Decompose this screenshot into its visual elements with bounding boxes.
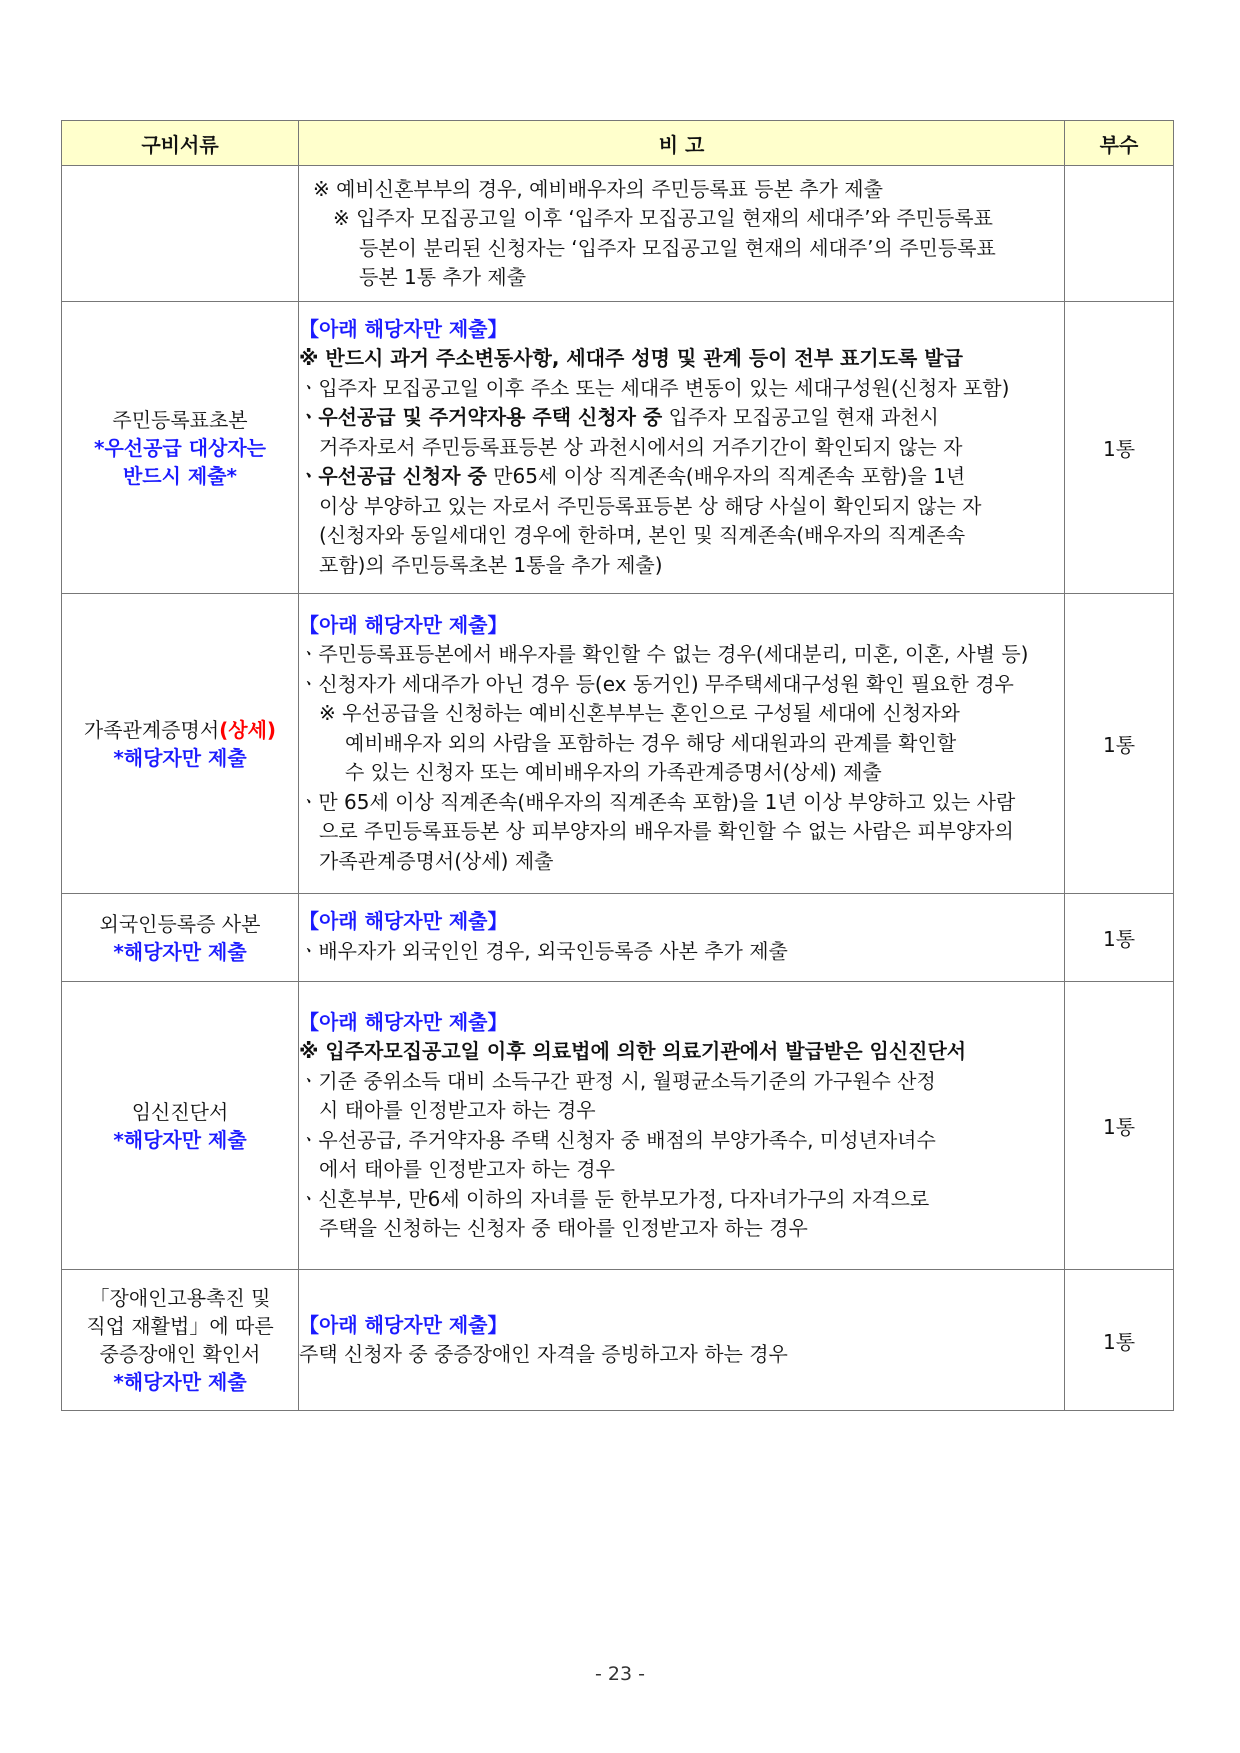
submit-heading: 【아래 해당자만 제출】 <box>299 612 508 637</box>
note-line: ㆍ주민등록표등본에서 배우자를 확인할 수 없는 경우(세대분리, 미혼, 이혼, 사별 등) <box>299 642 1029 667</box>
table-row <box>62 302 1174 594</box>
note-line: ㆍ배우자가 외국인인 경우, 외국인등록증 사본 추가 제출 <box>299 938 788 963</box>
note-line: ※ 예비신혼부부의 경우, 예비배우자의 주민등록표 등본 추가 제출 <box>313 176 883 201</box>
note-line: ㆍ신청자가 세대주가 아닌 경우 등(ex 동거인) 무주택세대구성원 확인 필요한 경우 <box>299 671 1014 696</box>
note-line: ㆍ우선공급, 주거약자용 주택 신청자 중 배점의 부양가족수, 미성년자녀수 <box>299 1127 936 1152</box>
remarks-cell <box>299 166 1065 302</box>
doc-name: 가족관계증명서(상세) <box>83 717 277 742</box>
doc-name: 주민등록표초본 <box>112 407 248 432</box>
note-line: 에서 태아를 인정받고자 하는 경우 <box>319 1157 615 1181</box>
copies-cell: 1통 <box>1065 302 1174 594</box>
note-line: ※ 반드시 과거 주소변동사항, 세대주 성명 및 관계 등이 전부 표기도록 발급 <box>299 346 963 371</box>
table-row <box>62 894 1174 982</box>
note-line: (신청자와 동일세대인 경우에 한하며, 본인 및 직계존속(배우자의 직계존속 <box>319 523 966 548</box>
doc-name-cell <box>62 166 299 302</box>
remarks-cell <box>299 594 1065 894</box>
note-line: 가족관계증명서(상세) 제출 <box>319 848 554 873</box>
doc-name-cell <box>62 302 299 594</box>
doc-requirement: *해당자만 제출 <box>113 1127 247 1152</box>
remarks-cell <box>299 302 1065 594</box>
copies-cell: 1통 <box>1065 982 1174 1270</box>
table-row <box>62 982 1174 1270</box>
doc-name: 중증장애인 확인서 <box>99 1342 261 1366</box>
note-line: 시 태아를 인정받고자 하는 경우 <box>319 1098 596 1122</box>
page-number: - 23 - <box>595 1663 645 1685</box>
note-line: 이상 부양하고 있는 자로서 주민등록표등본 상 해당 사실이 확인되지 않는 자 <box>319 493 982 518</box>
doc-requirement: 반드시 제출* <box>122 463 238 488</box>
note-line: ※ 우선공급을 신청하는 예비신혼부부는 혼인으로 구성될 세대에 신청자와 <box>319 701 960 726</box>
header-remarks: 비 고 <box>299 121 1065 166</box>
header-copies: 부수 <box>1065 121 1174 166</box>
doc-name: 「장애인고용촉진 및 <box>89 1286 271 1310</box>
doc-name-cell <box>62 1270 299 1411</box>
doc-requirement: *우선공급 대상자는 <box>94 435 266 460</box>
documents-table <box>61 120 1174 1411</box>
table-row <box>62 594 1174 894</box>
doc-requirement: *해당자만 제출 <box>113 1370 247 1394</box>
table-row <box>62 166 1174 302</box>
header-required-docs: 구비서류 <box>62 121 299 166</box>
note-line: 등본 1통 추가 제출 <box>359 265 527 289</box>
note-line: 포함)의 주민등록초본 1통을 추가 제출) <box>319 552 663 577</box>
note-line: 수 있는 신청자 또는 예비배우자의 가족관계증명서(상세) 제출 <box>345 760 882 785</box>
note-line: 주택 신청자 중 중증장애인 자격을 증빙하고자 하는 경우 <box>299 1342 788 1366</box>
doc-requirement: *해당자만 제출 <box>113 745 247 770</box>
submit-heading: 【아래 해당자만 제출】 <box>299 1312 508 1337</box>
submit-heading: 【아래 해당자만 제출】 <box>299 1009 508 1034</box>
remarks-cell <box>299 894 1065 982</box>
note-line: ※ 입주자 모집공고일 이후 ‘입주자 모집공고일 현재의 세대주’와 주민등록표 <box>333 206 993 230</box>
copies-cell: 1통 <box>1065 594 1174 894</box>
submit-heading: 【아래 해당자만 제출】 <box>299 909 508 933</box>
doc-name: 직업 재활법」에 따른 <box>86 1314 274 1338</box>
copies-cell <box>1065 166 1174 302</box>
remarks-cell <box>299 1270 1065 1411</box>
remarks-cell <box>299 982 1065 1270</box>
doc-name-cell <box>62 982 299 1270</box>
note-line: ㆍ입주자 모집공고일 이후 주소 또는 세대주 변동이 있는 세대구성원(신청자 포함) <box>299 375 1010 400</box>
detail-marker: (상세) <box>219 717 277 742</box>
note-line: 예비배우자 외의 사람을 포함하는 경우 해당 세대원과의 관계를 확인할 <box>345 730 957 755</box>
note-line: 거주자로서 주민등록표등본 상 과천시에서의 거주기간이 확인되지 않는 자 <box>319 434 963 459</box>
doc-name-cell <box>62 894 299 982</box>
note-line: ㆍ우선공급 및 주거약자용 주택 신청자 중 입주자 모집공고일 현재 과천시 <box>299 405 939 430</box>
doc-name: 임신진단서 <box>131 1099 229 1124</box>
doc-name: 외국인등록증 사본 <box>99 911 261 936</box>
copies-cell: 1통 <box>1065 1270 1174 1411</box>
doc-requirement: *해당자만 제출 <box>113 939 247 964</box>
note-line: ㆍ우선공급 신청자 중 만65세 이상 직계존속(배우자의 직계존속 포함)을 1년 <box>299 464 966 489</box>
note-line: 으로 주민등록표등본 상 피부양자의 배우자를 확인할 수 없는 사람은 피부양자의 <box>319 819 1014 844</box>
doc-name-cell <box>62 594 299 894</box>
note-line: 주택을 신청하는 신청자 중 태아를 인정받고자 하는 경우 <box>319 1216 808 1240</box>
table-row <box>62 1270 1174 1411</box>
note-line: ㆍ기준 중위소득 대비 소득구간 판정 시, 월평균소득기준의 가구원수 산정 <box>299 1068 936 1093</box>
note-line: ※ 입주자모집공고일 이후 의료법에 의한 의료기관에서 발급받은 임신진단서 <box>299 1039 967 1063</box>
copies-cell: 1통 <box>1065 894 1174 982</box>
note-line: 등본이 분리된 신청자는 ‘입주자 모집공고일 현재의 세대주’의 주민등록표 <box>359 235 996 260</box>
submit-heading: 【아래 해당자만 제출】 <box>299 316 508 341</box>
table-header-row <box>62 121 1174 166</box>
note-line: ㆍ만 65세 이상 직계존속(배우자의 직계존속 포함)을 1년 이상 부양하고 있는 사람 <box>299 789 1016 814</box>
note-line: ㆍ신혼부부, 만6세 이하의 자녀를 둔 한부모가정, 다자녀가구의 자격으로 <box>299 1186 930 1211</box>
